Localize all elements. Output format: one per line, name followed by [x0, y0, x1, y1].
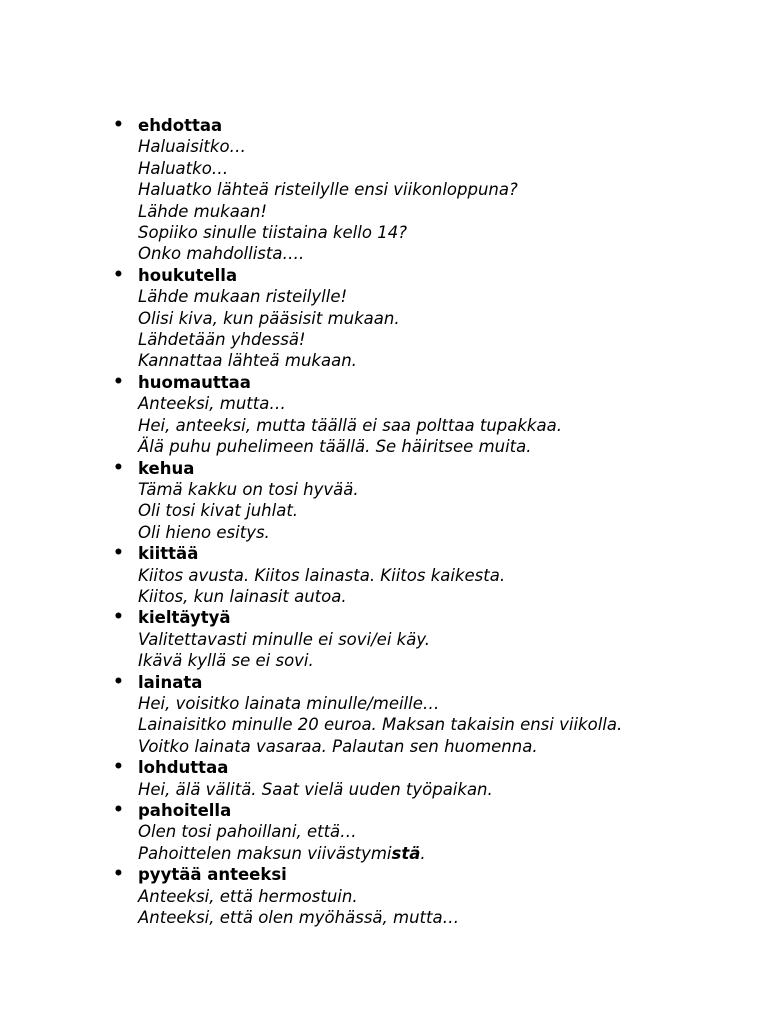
term-heading: kieltäytyä [138, 608, 231, 628]
phrase-part: . [420, 843, 426, 863]
list-item [113, 543, 758, 607]
example-phrase: Anteeksi, että olen myöhässä, mutta… [138, 908, 460, 928]
list-item [113, 371, 758, 458]
example-phrase: Hei, voisitko lainata minulle/meille… [138, 693, 440, 713]
example-phrase: Olisi kiva, kun pääsisit mukaan. [138, 308, 400, 328]
term-heading: kiittää [138, 544, 199, 564]
example-phrase: Lähdetään yhdessä! [138, 330, 306, 350]
list-item [113, 607, 758, 671]
list-item [113, 115, 758, 265]
term-heading: pahoitella [138, 801, 232, 820]
bullet-icon: • [113, 864, 124, 885]
example-phrase: Anteeksi, mutta… [138, 394, 286, 414]
bullet-icon: • [113, 264, 124, 285]
term-heading: kehua [138, 458, 195, 478]
term-heading: pyytää anteeksi [138, 865, 287, 885]
example-phrase: Onko mahdollista…. [138, 244, 305, 264]
example-phrase: Oli hieno esitys. [138, 522, 270, 542]
bullet-icon: • [113, 757, 124, 778]
phrase-part: Pahoittelen maksun viivästymi [138, 843, 392, 863]
example-phrase: Kiitos, kun lainasit autoa. [138, 586, 347, 606]
term-heading: lainata [138, 672, 203, 692]
example-phrase: Olen tosi pahoillani, että… [138, 822, 357, 842]
list-item [113, 864, 758, 928]
example-phrase-emphasis [138, 843, 758, 864]
example-phrase: Lähde mukaan risteilylle! [138, 287, 348, 307]
example-phrase: Ikävä kyllä se ei sovi. [138, 651, 314, 671]
list-item [113, 757, 758, 800]
phrase-bold-part: stä [391, 843, 421, 863]
bullet-icon: • [113, 543, 124, 564]
bullet-icon: • [113, 371, 124, 392]
example-phrase: Tämä kakku on tosi hyvää. [138, 479, 359, 499]
bullet-icon: • [113, 671, 124, 692]
term-heading: houkutella [138, 265, 238, 285]
example-phrase: Haluaisitko… [138, 137, 247, 157]
bullet-icon: • [113, 115, 124, 135]
list-item [113, 264, 758, 372]
bullet-icon: • [113, 800, 124, 820]
example-phrase: Kannattaa lähteä mukaan. [138, 351, 357, 371]
list-item [113, 671, 758, 758]
example-phrase: Hei, anteeksi, mutta täällä ei saa polttaa tupakkaa. [138, 415, 562, 435]
term-heading: ehdottaa [138, 116, 223, 135]
example-phrase: Hei, älä välitä. Saat vielä uuden työpaikan. [138, 779, 493, 799]
example-phrase: Lainaisitko minulle 20 euroa. Maksan takaisin ensi viikolla. [138, 715, 623, 735]
example-phrase: Haluatko lähteä risteilylle ensi viikonloppuna? [138, 180, 518, 200]
example-phrase: Voitko lainata vasaraa. Palautan sen huomenna. [138, 736, 538, 756]
example-phrase: Älä puhu puhelimeen täällä. Se häiritsee muita. [138, 437, 532, 457]
example-phrase: Sopiiko sinulle tiistaina kello 14? [138, 223, 407, 243]
bullet-icon: • [113, 457, 124, 478]
example-phrase: Valitettavasti minulle ei sovi/ei käy. [138, 629, 431, 649]
example-phrase: Haluatko… [138, 158, 229, 178]
example-phrase: Anteeksi, että hermostuin. [138, 886, 358, 906]
example-phrase: Kiitos avusta. Kiitos lainasta. Kiitos kaikesta. [138, 565, 506, 585]
term-heading: lohduttaa [138, 758, 229, 778]
term-heading: huomauttaa [138, 372, 251, 392]
bullet-icon: • [113, 607, 124, 628]
speech-act-list [113, 115, 758, 928]
list-item [113, 457, 758, 544]
example-phrase: Oli tosi kivat juhlat. [138, 501, 299, 521]
list-item [113, 800, 758, 864]
example-phrase: Lähde mukaan! [138, 201, 268, 221]
